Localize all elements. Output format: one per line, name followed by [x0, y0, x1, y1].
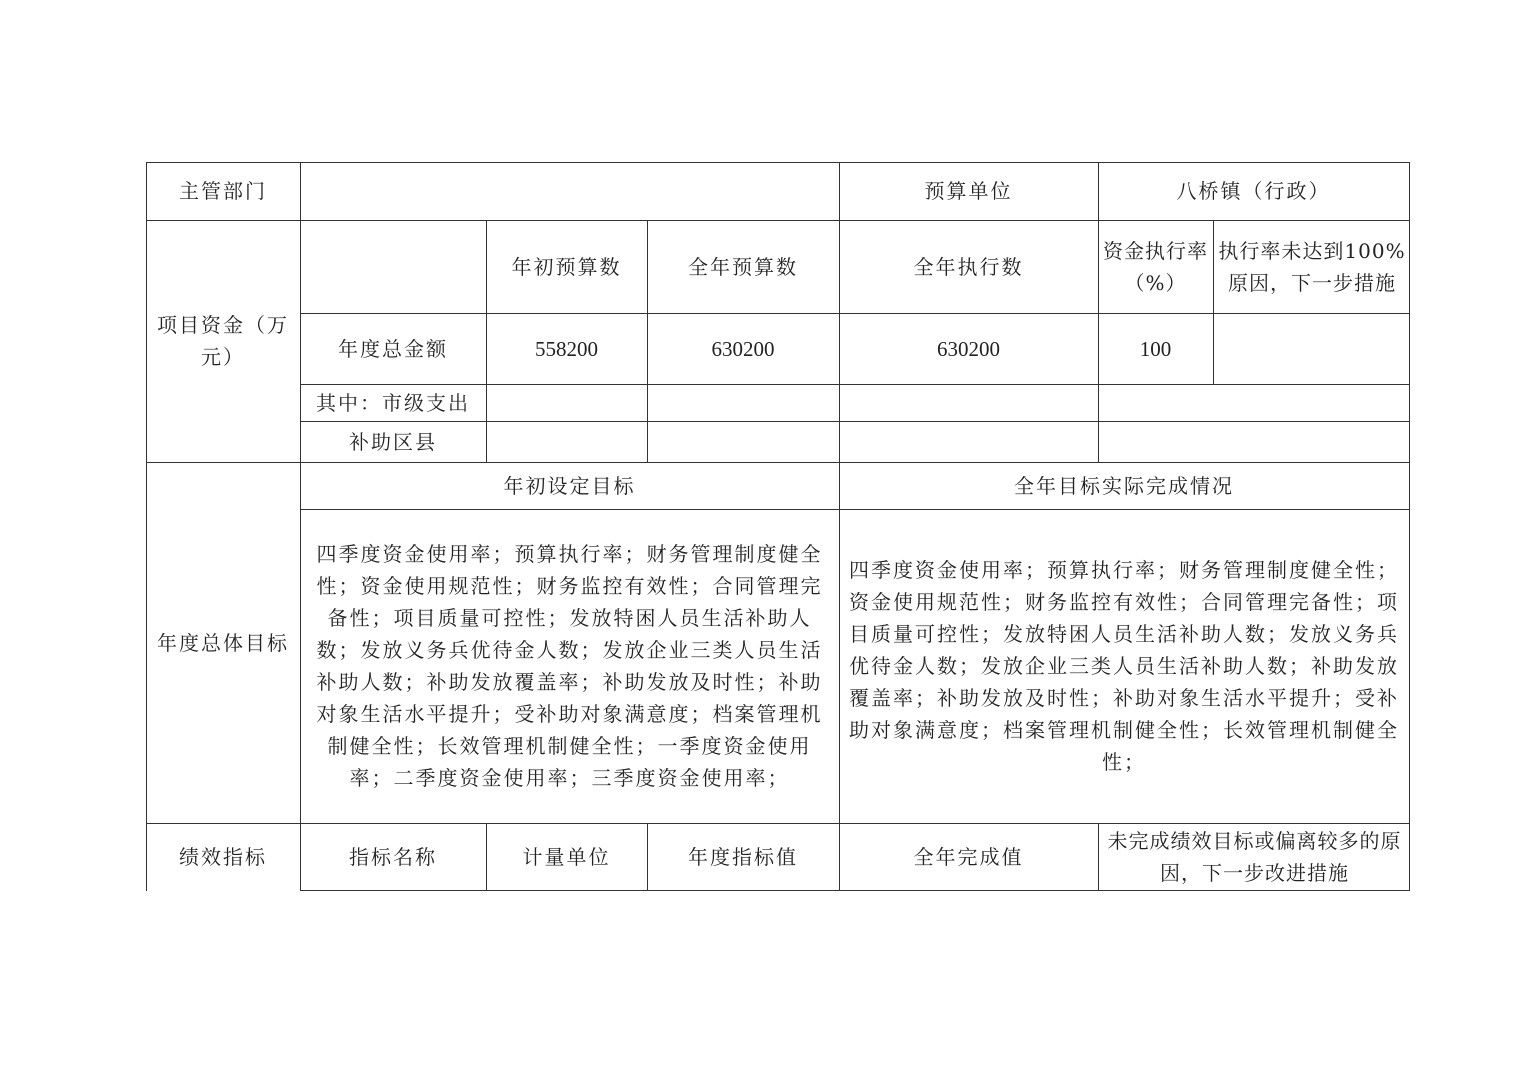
total-annual-budget: 630200 — [711, 336, 775, 361]
initial-goals-text: 四季度资金使用率；预算执行率；财务管理制度健全性；资金使用规范性；财务监控有效性；合同管理完备性；项目质量可控性；发放特困人员生活补助人数；发放义务兵优待金人数；发放企业三类人员生活补助人数；补助发放覆盖率；补助发放及时性；补助对象生活水平提升；受补助对象满意度；档案管理机制健全性；长效管理机制健全性；一季度资金使用率；二季度资金使用率；三季度资金使用率； — [316, 542, 823, 790]
initial-goals-header: 年初设定目标 — [503, 473, 636, 498]
indicator-annual-value-header: 年度指标值 — [688, 844, 798, 869]
col-reason: 执行率未达到100%原因，下一步措施 — [1218, 238, 1406, 295]
total-exec-rate: 100 — [1139, 336, 1172, 361]
indicators-label: 绩效指标 — [179, 844, 267, 869]
col-initial-budget: 年初预算数 — [511, 254, 622, 279]
funds-label: 项目资金（万元） — [157, 313, 289, 369]
subsidy-row-label: 补助区县 — [349, 429, 437, 454]
total-initial-budget: 558200 — [535, 336, 598, 361]
indicator-completed-value-header: 全年完成值 — [913, 844, 1024, 869]
actual-goals-text: 四季度资金使用率；预算执行率；财务管理制度健全性；资金使用规范性；财务监控有效性；合同管理完备性；项目质量可控性；发放特困人员生活补助人数；发放义务兵优待金人数；发放企业三类人员生活补助人数；补助发放覆盖率；补助发放及时性；补助对象生活水平提升；受补助对象满意度；档案管理机制健全性；长效管理机制健全性； — [849, 558, 1399, 774]
unit-value: 八桥镇（行政） — [1176, 179, 1331, 203]
indicator-reason-header: 未完成绩效目标或偏离较多的原因，下一步改进措施 — [1107, 828, 1402, 885]
indicator-name-header: 指标名称 — [349, 844, 437, 869]
total-reason — [1213, 313, 1409, 384]
unit-label: 预算单位 — [924, 179, 1013, 203]
city-row-label: 其中：市级支出 — [316, 390, 470, 415]
actual-goals-header: 全年目标实际完成情况 — [1014, 473, 1234, 498]
total-row-label: 年度总金额 — [338, 336, 448, 361]
dept-label: 主管部门 — [179, 179, 267, 203]
goals-label: 年度总体目标 — [157, 630, 289, 655]
col-exec-rate: 资金执行率（%） — [1103, 238, 1208, 295]
col-annual-execution: 全年执行数 — [913, 254, 1024, 279]
dept-value — [300, 162, 839, 220]
col-annual-budget: 全年预算数 — [688, 254, 798, 279]
total-annual-execution: 630200 — [937, 336, 1000, 361]
indicator-unit-header: 计量单位 — [522, 844, 611, 869]
